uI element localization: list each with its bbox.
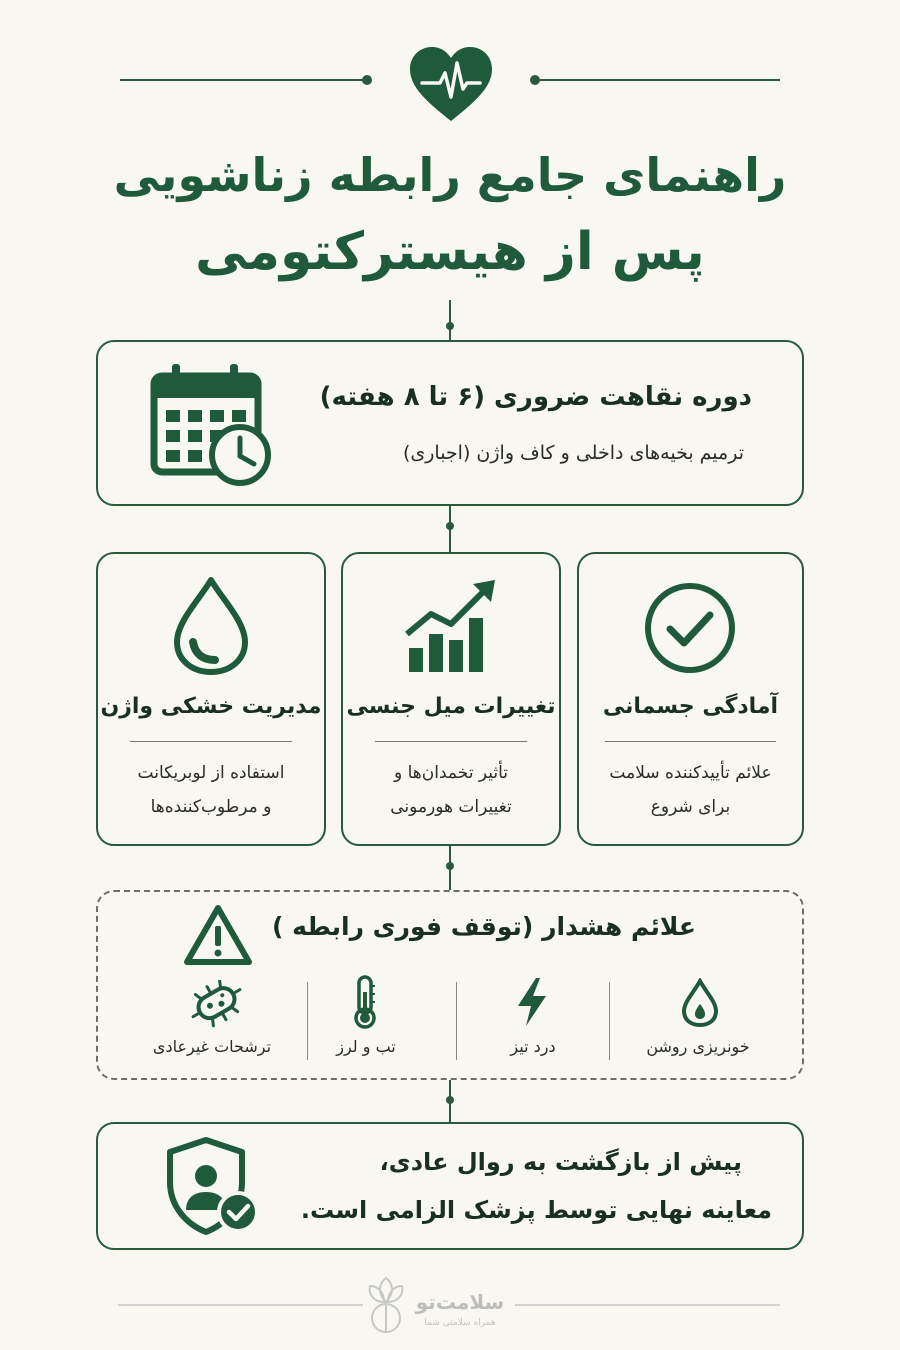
page-title-line2: پس از هیسترکتومی xyxy=(195,222,705,282)
final-text-line1: پیش از بازگشت به روال عادی، xyxy=(379,1148,742,1176)
shield-user-check-icon xyxy=(160,1136,264,1240)
recovery-card xyxy=(96,340,804,506)
warning-divider xyxy=(609,982,610,1060)
water-drop-icon xyxy=(171,576,251,676)
header-line-left xyxy=(120,79,365,81)
connector xyxy=(449,326,451,340)
card-text-line1: علائم تأییدکننده سلامت xyxy=(609,763,772,783)
check-circle-icon xyxy=(642,580,738,676)
card-physical-readiness xyxy=(577,552,804,846)
warning-item-label: تب و لرز xyxy=(336,1037,396,1056)
card-divider xyxy=(130,741,292,742)
card-title: تغییرات میل جنسی xyxy=(346,694,556,719)
card-title: مدیریت خشکی واژن xyxy=(100,694,322,719)
card-text-line2: تغییرات هورمونی xyxy=(390,797,512,817)
recovery-text: ترمیم بخیه‌های داخلی و کاف واژن (اجباری) xyxy=(402,442,744,464)
calendar-clock-icon xyxy=(148,362,278,487)
footer-line-left xyxy=(118,1304,363,1306)
recovery-title: دوره نقاهت ضروری (۶ تا ۸ هفته) xyxy=(319,382,752,412)
final-card xyxy=(96,1122,804,1250)
connector xyxy=(449,866,451,890)
card-text-line2: برای شروع xyxy=(650,797,731,817)
card-divider xyxy=(375,741,527,742)
warning-divider xyxy=(456,982,457,1060)
warning-triangle-icon xyxy=(183,904,253,966)
footer-line-right xyxy=(515,1304,780,1306)
thermometer-icon xyxy=(352,974,378,1030)
heart-pulse-icon xyxy=(408,45,494,123)
final-text-line2: معاینه نهایی توسط پزشک الزامی است. xyxy=(300,1196,772,1224)
brand-tagline: همراه سلامتی شما xyxy=(424,1318,496,1328)
card-title: آمادگی جسمانی xyxy=(602,694,779,719)
card-text-line1: استفاده از لوبریکانت xyxy=(137,763,285,783)
connector xyxy=(449,526,451,552)
lightning-icon xyxy=(514,976,550,1028)
warning-item-label: خونریزی روشن xyxy=(646,1037,750,1056)
header-dot-right xyxy=(530,75,540,85)
card-text-line2: و مرطوب‌کننده‌ها xyxy=(150,797,272,817)
card-dryness-management xyxy=(96,552,326,846)
warning-title: علائم هشدار (توقف فوری رابطه ) xyxy=(271,912,696,941)
header-line-right xyxy=(540,79,780,81)
connector xyxy=(449,1100,451,1122)
blood-drop-icon xyxy=(680,978,720,1028)
card-divider xyxy=(605,741,776,742)
card-text-line1: تأثیر تخمدان‌ها و xyxy=(394,763,508,783)
growth-chart-icon xyxy=(401,578,501,674)
card-libido-changes xyxy=(341,552,561,846)
warning-item-label: درد تیز xyxy=(510,1037,556,1056)
header-dot-left xyxy=(362,75,372,85)
warning-item-label: ترشحات غیرعادی xyxy=(152,1037,272,1056)
brand-logo-icon xyxy=(364,1272,408,1336)
page-title-line1: راهنمای جامع رابطه زناشویی xyxy=(113,148,787,202)
bacteria-icon xyxy=(186,980,248,1028)
brand-name: سلامت‌تو xyxy=(415,1290,505,1314)
